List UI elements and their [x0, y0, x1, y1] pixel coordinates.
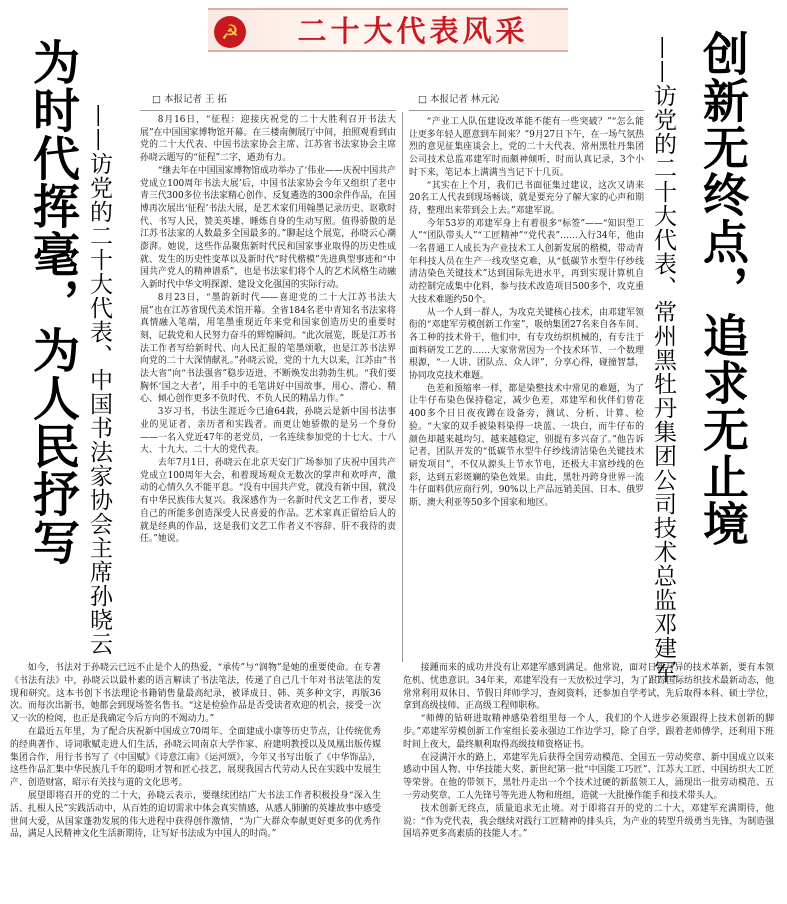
square-icon: □: [418, 94, 430, 105]
left-paragraph: 8月23日，“墨韵新时代——喜迎党的二十大江苏书法大展”也在江苏省现代美术馆开幕。全省184名老中青知名书法家将真情融入笔端，用笔墨重现近年来党和国家创造历史的重要时刻，记载党和人民努力奋斗的辉煌瞬间。“此次展览，既是江苏书法工作者写给新时代、向人民汇报的笔墨颂歌，也是江苏书法界向党的二十大深情献礼。”孙晓云说，党的十九大以来，江苏由“书法大省”向“书法强省”稳步迈进，不断焕发出勃勃生机。“我们要胸怀‘国之大者’，用手中的毛笔讲好中国故事，用心、潜心、精心、倾心创作更多不负时代、不负人民的精品力作。”: [140, 292, 396, 405]
right-article-subtitle: ——访党的二十大代表、常州黑牡丹集团公司技术总监邓建军: [650, 36, 676, 684]
left-rule: [140, 110, 396, 111]
reporter-name: 本报记者 林元沁: [430, 94, 500, 105]
left-paragraph: 8月16日，“征程：迎接庆祝党的二十大胜利召开书法大展”在中国国家博物馆开幕。在三楼南侧展厅中间，拍照观看到由党的二十大代表、中国书法家协会主席、江苏省书法家协会主席孙晓云题写的“征程”二字，遒劲有力。: [140, 115, 396, 164]
right-paragraph: 在浸满汗水的路上，邓建军先后获得全国劳动模范、全国五一劳动奖章、新中国成立以来感动中国人物、中华技能大奖、新世纪第一批“中国能工巧匠”、江苏大工匠、中国纺织大工匠等荣誉。在他的带领下，黑牡丹走出一个个技术过硬的新蓝领工人，涌现出一批劳动模范、五一劳动奖章、工人先锋号等先进人物和班组，造就一大批操作能手和技术带头人。: [403, 752, 774, 801]
right-paragraph: “其实在上个月，我们已书面征集过建议，这次又请来20名工人代表到现场畅谈，就是要充分了解大家的心声和期待，整理出来带到会上去。”邓建军说。: [409, 180, 644, 216]
right-paragraph: 接踵而来的成功并没有让邓建军感到满足。他常说，面对日新月异的技术革新，要有本领危机、忧患意识。34年来，邓建军没有一天放松过学习，为了跟踪国际纺织技术最新动态，他常常利用双休日、节假日拜师学习，查阅资料，还参加自学考试，先后取得本科、硕士学位，拿到高级技师、正高级工程师职称。: [403, 663, 774, 712]
left-paragraph: 3岁习书，书法生涯近今已逾64载，孙晓云是新中国书法事业的见证者、亲历者和实践者。而更让她骄傲的是另一个身份——一名入党近47年的老党员，一名连续参加党的十七大、十八大、十九大、二十大的党代表。: [140, 407, 396, 456]
left-article-title: 为时代挥毫，为人民抒写: [25, 38, 80, 566]
column-divider: [402, 112, 403, 662]
right-article-body: [409, 116, 644, 664]
left-paragraph: 在最近五年里，为了配合庆祝新中国成立70周年、全面建成小康等历史节点，让传统优秀的经典著作、诗词歌赋走进人们生活，孙晓云同南京大学作家、府建明教授以及凤凰出版传媒集团合作，用行书书写了《中国赋》《诗意江南》《运河颂》，今年又书写出版了《中华饰品》，这些作品汇集中华民族几千年的聪明才智和匠心技艺，展现我国古代劳动人民在实践中发展生产、创造财富，昭示有关技与道的文化思考。: [10, 726, 381, 789]
right-paragraph: 今年53岁的邓建军身上有着很多“标签”——“知识型工人”“团队带头人”“工匠精神”“党代表”……入行34年，他由一名普通工人成长为产业技术工人创新发展的楷模，带动青年科技人员在生产一线攻坚克难，从“低碳节水型牛仔纱线清洁染色关键技术”达到国际先进水平，再到实现计算机自动控制完成集中化料，参与技术改造项目500多个，攻克重大技术难题约50个。: [409, 218, 644, 305]
left-paragraph: “继去年在中国国家博物馆成功举办了‘伟业——庆祝中国共产党成立100周年书法大展’后，中国书法家协会今年又组织了老中青三代300多位书法家精心创作、反复遴选的300余件作品，在国博再次展出‘征程’书法大展，是艺术家们用翰墨记录历史、讴歌时代、书写人民，赞美英雄、睡炼自身的生动写照。值得骄傲的是江苏书法家的人数最多全国最多的。”聊起这个展览，孙晓云心潮澎湃。她说，这些作品聚焦新时代民和国家事业取得的历史性成就、发生的历史性变革以及新时代“时代楷模”先进典型事迹和“中国共产党人的精神谱系”，也是书法家们将个人的艺术风格生动融入新时代中华文明探源、建设文化强国的实际行动。: [140, 165, 396, 291]
party-emblem-icon: ☭: [214, 16, 246, 48]
right-paragraph: 色差和预缩率一样，都是染整技术中常见的难题，为了让牛仔布染色保持稳定，减少色差，邓建军和伙伴们曾花400多个日日夜夜蹲在设备旁，测试、分析、计算、检验。“大家的双手被染料染得一块蓝、一块白，而牛仔布的颜色却越来越均匀、越来越稳定，别提有多兴奋了。”他告诉记者，团队开发的“低碳节水型牛仔纱线清洁染色关键技术研发项目”，不仅从源头上节水节电，还极大丰富纱线的色彩，达到五彩斑斓的染色效果。由此，黑牡丹跨身世界一流牛仔面料供应商行列，90%以上产品远销美国、日本、俄罗斯、澳大利亚等50多个国家和地区。: [409, 383, 644, 509]
right-rule: [409, 110, 644, 111]
square-icon: □: [152, 94, 164, 105]
left-paragraph: 如今，书法对于孙晓云已远不止是个人的热爱，“承传”与“润物”是她的重要使命。在专著《书法有法》中，孙晓云以最朴素的语言解读了书法笔法，传递了自己几十年对书法笔法的发现和研究。这本书创下书法理论书籍销售量最高纪录，被译成日、韩、英多种文字，再版36次。而每次出新书，她都会到现场签名售书。“这是检验作品是否受读者欢迎的机会，接受一次又一次的检阅，也正是我确定今后方向的不竭动力。”: [10, 663, 381, 725]
right-paragraph: 从一个人到一群人，为攻克关键核心技术，由邓建军领衔的“邓建军劳模创新工作室”，吸纳集团27名来自各车间、各工种的技术骨干，他们中，有专攻纺织机械的，有专注于面料研发工艺的……大家常常因为一个技术环节、一个数理根源，“一人讲、团队点、众人评”，分享心得，碰撞智慧，协同攻克技术难题。: [409, 307, 644, 382]
right-paragraph: “师傅的钻研进取精神感染着组里每一个人，我们的个人进步必须跟得上技术创新的脚步。”邓建军劳模创新工作室组长姜永强边工作边学习，除了自学，跟着老师傅学，还利用下班时间上夜大，最终顺利取得高级技师资格证书。: [403, 714, 774, 750]
left-paragraph: 展望即将召开的党的二十大，孙晓云表示，要继续团结广大书法工作者积极投身“深入生活、扎根人民”实践活动中，从百姓的迫切需求中体会真实情感，从感人肺腑的英雄故事中感受世间大爱，从国家蓬勃发展的伟大进程中获得创作激情，“为广大群众奉献更好更多的优秀作品，满足人民精神文化生活新期待，让写好书法成为中国人的时尚。”: [10, 790, 381, 840]
reporter-name: 本报记者 王 拓: [164, 94, 228, 105]
bottom-text-block: [10, 662, 774, 898]
banner-title: 二十大代表风采: [297, 14, 529, 48]
left-article-subtitle: ——访党的二十大代表、中国书法家协会主席孙晓云: [86, 104, 112, 656]
right-article-title: 创新无终点，追求无止境: [696, 30, 750, 547]
right-paragraph: “产业工人队伍建设改革能不能有一些突破？”“怎么能让更多年轻人愿意到车间来？”9月27日下午，在一场气氛热烈的意见征集座谈会上，党的二十大代表、常州黑牡丹集团公司技术总监邓建军时而颇神倾听，时而认真记录，3个小时下来，笔记本上满满当当记下十几页。: [409, 117, 644, 178]
left-paragraph: 去年7月1日，孙晓云在北京天安门广场参加了庆祝中国共产党成立100周年大会，和着现场观众无数次的掌声和欢呼声，激动的心情久久不能平息。“没有中国共产党，就没有新中国，就没有中华民族伟大复兴。我深感作为一名新时代文艺工作者，要尽自己的所能多创造深受人民喜爱的作品。艺术家真正留给后人的就是经典的作品，这是我们文艺工作者义不容辞、肝不我待的责任。”她说。: [140, 457, 396, 545]
column-banner: [208, 8, 568, 52]
left-reporter-byline: [152, 94, 227, 106]
right-paragraph: 技术创新无终点，质量追求无止境。对于即将召开的党的二十大，邓建军充满期待，他说：“作为党代表，我会继续对践行工匠精神的排头兵，为产业的转型升级勇当先锋，为制造强国培养更多高素质的技能人才。”: [403, 803, 774, 840]
right-reporter-byline: [418, 94, 500, 106]
left-article-body: [140, 114, 396, 662]
